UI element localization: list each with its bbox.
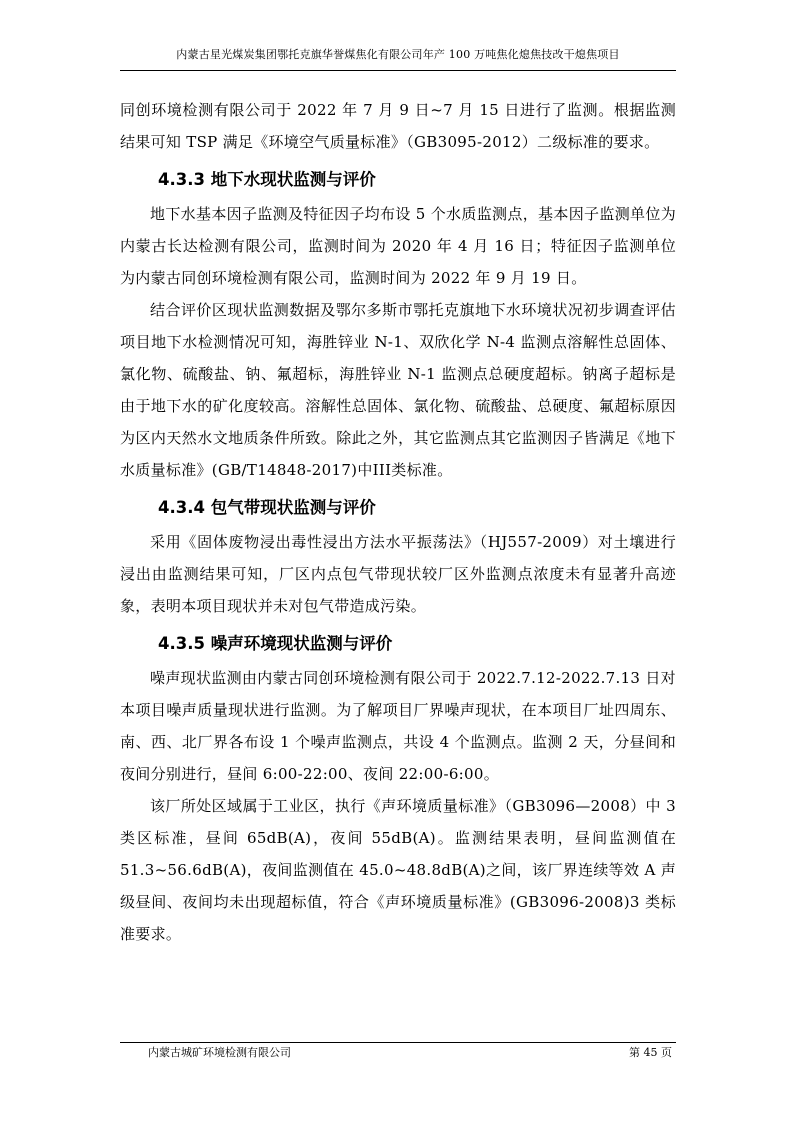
section-heading-4-3-4: 4.3.4 包气带现状监测与评价 [158,498,376,517]
paragraph-vadose-zone: 采用《固体废物浸出毒性浸出方法水平振荡法》（HJ557-2009）对土壤进行浸出由监测结果可知，厂区内点包气带现状较厂区外监测点浓度未有显著升高迹象，表明本项目现状并未对包气带造成污染。 [120,533,676,615]
footer-company: 内蒙古城矿环境检测有限公司 [148,1046,291,1059]
paragraph-groundwater-2: 结合评价区现状监测数据及鄂尔多斯市鄂托克旗地下水环境状况初步调查评估项目地下水检测情况可知，海胜锌业 N-1、双欣化学 N-4 监测点溶解性总固体、氯化物、硫酸盐、钠、氟超标，海胜锌业 N-1 监测点总硬度超标。钠离子超标是由于地下水的矿化度较高。溶解性总固体、氯化物、硫酸盐、总硬度、氟超标原因为区内天然水文地质条件所致。除此之外，其它监测点其它监测因子皆满足《地下水质量标准》(GB/T14848-2017)中III类标准。 [120,301,676,479]
paragraph-noise-2: 该厂所处区域属于工业区，执行《声环境质量标准》（GB3096—2008）中 3 类区标准，昼间 65dB(A)，夜间 55dB(A)。监测结果表明，昼间监测值在 51.3~56.6dB(A)，夜间监测值在 45.0~48.8dB(A)之间，该厂界连续等效 A 声级昼间、夜间均未出现超标值，符合《声环境质量标准》(GB3096-2008)3 类标准要求。 [120,797,676,943]
intro-paragraph: 同创环境检测有限公司于 2022 年 7 月 9 日~7 月 15 日进行了监测。根据监测结果可知 TSP 满足《环境空气质量标准》（GB3095-2012）二级标准的要求。 [120,101,676,151]
page-number: 第 45 页 [629,1046,672,1059]
section-heading-4-3-3: 4.3.3 地下水现状监测与评价 [158,170,376,189]
section-heading-4-3-5: 4.3.5 噪声环境现状监测与评价 [158,634,393,653]
paragraph-noise-1: 噪声现状监测由内蒙古同创环境检测有限公司于 2022.7.12-2022.7.13 日对本项目噪声质量现状进行监测。为了解项目厂界噪声现状，在本项目厂址四周东、南、西、北厂界各布设 1 个噪声监测点，共设 4 个监测点。监测 2 天，分昼间和夜间分别进行，昼间 6:00-22:00、夜间 22:00-6:00。 [120,669,676,783]
page-body [120,94,676,950]
running-header: 内蒙古星光煤炭集团鄂托克旗华誉煤焦化有限公司年产 100 万吨焦化熄焦技改干熄焦项目 [176,48,620,61]
paragraph-groundwater-1: 地下水基本因子监测及特征因子均布设 5 个水质监测点，基本因子监测单位为内蒙古长达检测有限公司，监测时间为 2020 年 4 月 16 日；特征因子监测单位为内蒙古同创环境检测有限公司，监测时间为 2022 年 9 月 19 日。 [120,205,676,287]
header-divider [120,70,676,71]
footer-divider [120,1042,676,1043]
